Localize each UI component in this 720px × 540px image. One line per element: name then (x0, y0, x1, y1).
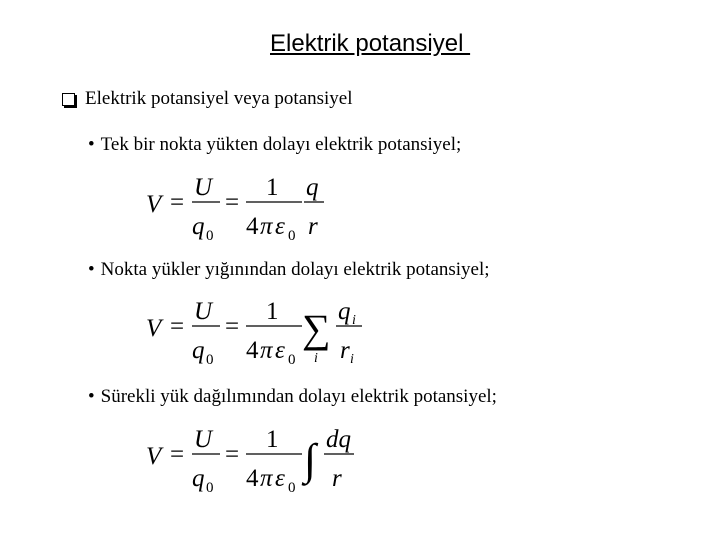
formula-numerator: q (306, 174, 319, 201)
page-title: Elektrik potansiyel (270, 30, 471, 57)
formula-one: 1 (266, 174, 279, 201)
formula-denominator: r (308, 213, 318, 240)
formula-pi: π (260, 465, 273, 492)
list-item-continuous-distribution (88, 386, 497, 408)
list-item-charge-collection (88, 259, 490, 281)
formula-denominator-subscript: i (350, 352, 354, 367)
formula-subscript: 0 (288, 228, 296, 244)
formula-equals: = (225, 189, 240, 216)
formula-numerator-subscript: i (352, 313, 356, 328)
formula-epsilon: ε (275, 213, 285, 240)
checkbox-bullet-icon (62, 93, 75, 106)
formula-epsilon: ε (275, 465, 285, 492)
formula-v: V (146, 191, 162, 218)
formula-point-charge (140, 168, 340, 246)
main-bullet (62, 88, 353, 110)
formula-u: U (194, 174, 213, 201)
list-item-text: Tek bir nokta yükten dolayı elektrik potansiyel; (100, 134, 462, 155)
formula-four: 4 (246, 213, 259, 240)
formula-four: 4 (246, 465, 259, 492)
formula-denominator: r (340, 337, 350, 364)
formula-continuous-distribution (140, 424, 360, 498)
formula-equals: = (170, 313, 185, 340)
formula-denominator: r (332, 465, 342, 492)
formula-subscript: 0 (288, 352, 296, 368)
formula-numerator: dq (326, 426, 351, 453)
formula-subscript: 0 (206, 352, 214, 368)
formula-one: 1 (266, 426, 279, 453)
formula-subscript: 0 (206, 480, 214, 496)
formula-sum-index: i (314, 351, 318, 366)
formula-subscript: 0 (288, 480, 296, 496)
formula-pi: π (260, 213, 273, 240)
formula-subscript: 0 (206, 228, 214, 244)
formula-equals: = (170, 189, 185, 216)
formula-epsilon: ε (275, 337, 285, 364)
main-bullet-text: Elektrik potansiyel veya potansiyel (85, 88, 353, 109)
list-item-point-charge (88, 134, 461, 156)
bullet: • (88, 134, 95, 155)
formula-u: U (194, 298, 213, 325)
formula-numerator: q (338, 298, 351, 325)
formula-four: 4 (246, 337, 259, 364)
sum-icon: ∑ (302, 306, 331, 351)
formula-v: V (146, 315, 162, 342)
bullet: • (88, 386, 95, 407)
list-item-text: Nokta yükler yığınından dolayı elektrik potansiyel; (100, 259, 490, 280)
list-item-text: Sürekli yük dağılımından dolayı elektrik potansiyel; (100, 386, 497, 407)
formula-u: U (194, 426, 213, 453)
formula-equals: = (170, 441, 185, 468)
formula-q: q (192, 337, 205, 364)
formula-equals: = (225, 441, 240, 468)
integral-icon: ∫ (304, 435, 317, 484)
formula-q: q (192, 465, 205, 492)
formula-equals: = (225, 313, 240, 340)
formula-q: q (192, 213, 205, 240)
bullet: • (88, 259, 95, 280)
formula-one: 1 (266, 298, 279, 325)
formula-pi: π (260, 337, 273, 364)
formula-charge-collection (140, 296, 370, 370)
formula-v: V (146, 443, 162, 470)
